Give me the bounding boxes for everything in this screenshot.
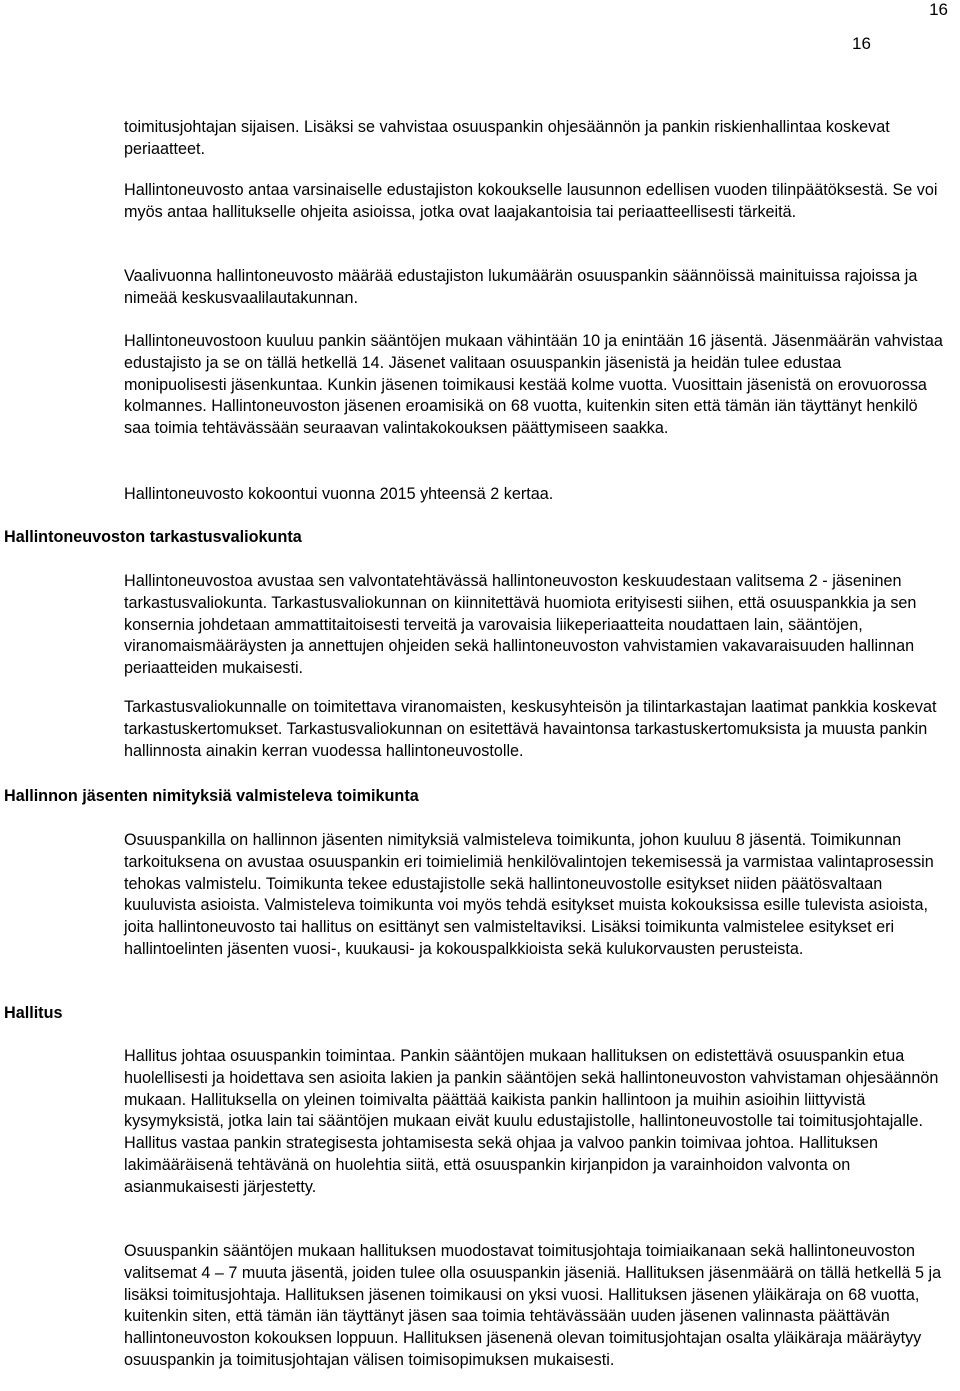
page-number: 16 [852,34,871,53]
heading-nomination-committee: Hallinnon jäsenten nimityksiä valmisteleva toimikunta [4,787,419,805]
paragraph-meetings: Hallintoneuvosto kokoontui vuonna 2015 yhteensä 2 kertaa. [124,485,554,503]
paragraph-election-year: Vaalivuonna hallintoneuvosto määrää edustajiston lukumäärän osuuspankin säännöissä mainituissa rajoissa ja nimeää keskusvaalilautakunnan. [124,267,918,307]
paragraph-members: Hallintoneuvostoon kuuluu pankin sääntöjen mukaan vähintään 10 ja enintään 16 jäsentä. Jäsenmäärän vahvistaa edustajisto ja se on tällä hetkellä 14. Jäsenet valitaan osuuspankin jäsenistä ja heidän tulee edustaa monipuolisesti jäsenkuntaa. Kunkin jäsenen toimikausi kestää kolme vuotta. Vuosittain jäsenistä on erovuorossa kolmannes. Hallintoneuvoston jäsenen eroamisikä on 68 vuotta, kuitenkin siten että tämän iän täyttänyt henkilö saa toimia tehtävässään seuraavan valintakokouksen päättymiseen saakka. [124,332,943,438]
paragraph-audit-committee: Hallintoneuvostoa avustaa sen valvontatehtävässä hallintoneuvoston keskuudestaan valitsema 2 - jäseninen tarkastusvaliokunta. Tarkastusvaliokunnan on kiinnitettävä huomiota erityisesti siihen, että osuuspankkia ja sen konsernia johdetaan ammattitaitoisesti terveitä ja varovaisia liikeperiaatteita noudattaen lain, sääntöjen, viranomaismääräysten ja annettujen ohjeiden sekä hallintoneuvoston vahvistamien vakavaraisuuden hallinnan periaatteiden mukaisesti. [124,572,917,678]
paragraph-statement: Hallintoneuvosto antaa varsinaiselle edustajiston kokoukselle lausunnon edellisen vuoden tilinpäätöksestä. Se voi myös antaa hallitukselle ohjeita asioissa, jotka ovat laajakantoisia tai periaatteellisesti tärkeitä. [124,181,938,221]
paragraph-ceo-deputy: toimitusjohtajan sijaisen. Lisäksi se vahvistaa osuuspankin ohjesäännön ja pankin riskienhallintaa koskevat periaatteet. [124,118,890,158]
paragraph-board-composition: Osuuspankin sääntöjen mukaan hallituksen muodostavat toimitusjohtaja toimiaikanaan sekä hallintoneuvoston valitsemat 4 – 7 muuta jäsentä, joiden tulee olla osuuspankin jäseniä. Hallituksen jäsenmäärä on tällä hetkellä 5 ja lisäksi toimitusjohtaja. Hallituksen jäsenen toimikausi on yksi vuosi. Hallituksen jäsenen yläikäraja on 68 vuotta, kuitenkin siten, että tämän iän täyttänyt jäsen saa toimia tehtävässään uuden jäsenen valinnasta päättävän hallintoneuvoston kokouksen loppuun. Hallituksen jäsenenä olevan toimitusjohtajan osalta yläikäraja määräytyy osuuspankin ja toimitusjohtajan välisen toimisopimuksen mukaisesti. [124,1242,942,1369]
heading-audit-committee: Hallintoneuvoston tarkastusvaliokunta [4,528,302,546]
heading-board: Hallitus [4,1004,63,1022]
paragraph-board-duties: Hallitus johtaa osuuspankin toimintaa. Pankin sääntöjen mukaan hallituksen on edistettävä osuuspankin etua huolellisesti ja hoidettava sen asioita lakien ja pankin sääntöjen sekä hallintoneuvoston vahvistaman ohjesäännön mukaan. Hallituksella on yleinen toimivalta päättää kaikista pankin hallintoon ja muihin asioihin liittyvistä kysymyksistä, jotka lain tai sääntöjen mukaan eivät kuulu edustajistolle, hallintoneuvostolle tai toimitusjohtajalle. Hallitus vastaa pankin strategisesta johtamisesta sekä ohjaa ja valvoo pankin toimivaa johtoa. Hallituksen lakimääräisenä tehtävänä on huolehtia siitä, että osuuspankin kirjanpidon ja varainhoidon valvonta on asianmukaisesti järjestetty. [124,1047,939,1196]
paragraph-nomination-committee: Osuuspankilla on hallinnon jäsenten nimityksiä valmisteleva toimikunta, johon kuuluu 8 jäsentä. Toimikunnan tarkoituksena on avustaa osuuspankin eri toimielimiä henkilövalintojen tekemisessä ja varmistaa valintaprosessin tehokas valmistelu. Toimikunta tekee edustajistolle sekä hallintoneuvostolle esitykset niiden päätösvaltaan kuuluvista asioista. Valmisteleva toimikunta voi myös tehdä esitykset muista kokouksissa esille tulevista asioista, joita hallintoneuvosto tai hallitus on esittänyt sen valmisteltaviksi. Lisäksi toimikunta valmistelee esitykset eri hallintoelinten jäsenten vuosi-, kuukausi- ja kokouspalkkioista sekä kulukorvausten perusteista. [124,831,934,958]
paragraph-audit-reports: Tarkastusvaliokunnalle on toimitettava viranomaisten, keskusyhteisön ja tilintarkastajan laatimat pankkia koskevat tarkastuskertomukset. Tarkastusvaliokunnan on esitettävä havaintonsa tarkastuskertomuksista ja muusta pankin hallinnosta ainakin kerran vuodessa hallintoneuvostolle. [124,698,937,760]
corner-page-number: 16 [929,0,948,19]
